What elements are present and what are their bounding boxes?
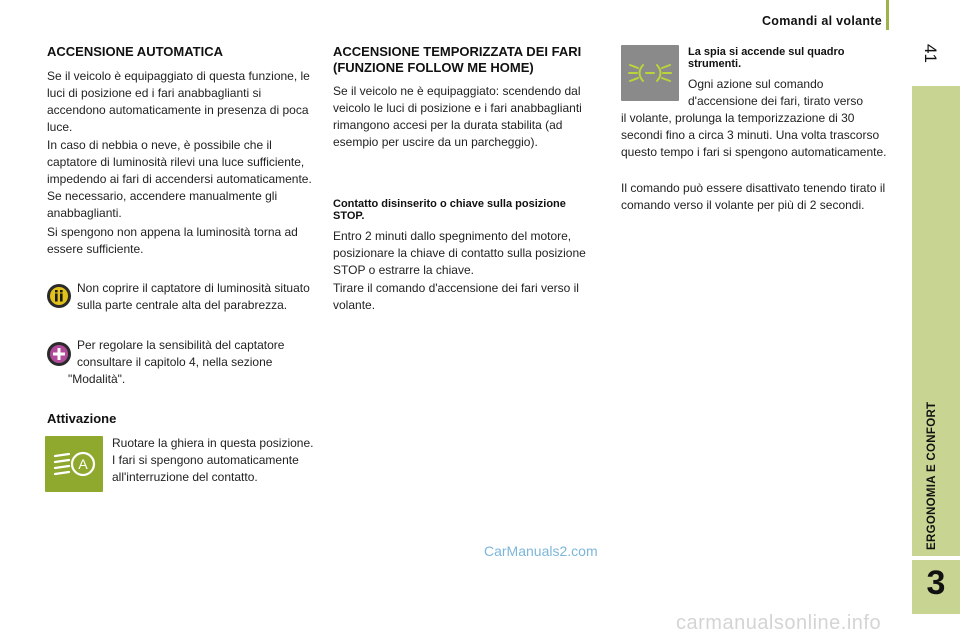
auto-para-1: Se il veicolo è equipaggiato di questa funzione, le luci di posizione ed i fari anabbaglianti si accendono automaticamente in presenza di poca luce.: [47, 69, 310, 134]
page-number: 41: [921, 44, 940, 63]
lamp-para-1-top: Ogni azione sul comando d'accensione dei fari, tirato verso: [688, 77, 864, 108]
follow-para-2: Entro 2 minuti dallo spegnimento del motore, posizionare la chiave di contatto sulla posizione STOP o estrarre la chiave.: [333, 229, 586, 277]
follow-para-3: Tirare il comando d'accensione dei fari verso il volante.: [333, 281, 579, 312]
page-number-wrap: [916, 44, 946, 72]
auto-headlight-icon: [45, 436, 103, 492]
running-header: Comandi al volante: [761, 14, 882, 28]
lamp-para-1-rest: il volante, prolunga la temporizzazione di 30 secondi fino a circa 3 minuti. Una volta trascorso questo tempo i fari si spengono automaticamente.: [621, 111, 887, 159]
chapter-tab: [912, 560, 960, 614]
plus-icon: [47, 342, 71, 366]
auto-para-2: In caso di nebbia o neve, è possibile che il captatore di luminosità rilevi una luce sufficiente, impedendo ai fari di accendersi automaticamente. Se necessario, accendere manualmente gli anabbaglianti.: [47, 138, 312, 220]
auto-para-3: Si spengono non appena la luminosità torna ad essere sufficiente.: [47, 225, 298, 256]
follow-me-home-lamp-icon: [621, 45, 679, 101]
watermark-carmanuals2[interactable]: CarManuals2.com: [484, 543, 598, 559]
chapter-sidebar: [912, 86, 960, 556]
plus-note-line1: Per regolare la sensibilità del captatore consultare il capitolo 4, nella sezione: [77, 338, 285, 369]
follow-para-1: Se il veicolo ne è equipaggiato: scendendo dal veicolo le luci di posizione e i fari anabbaglianti rimangono accesi per la durata stabilita (ad esempio per uscire da un parcheggio).: [333, 84, 582, 149]
lamp-para-2: Il comando può essere disattivato tenendo tirato il comando verso il volante per più di 2 secondi.: [621, 181, 886, 212]
info-note: Non coprire il captatore di luminosità situato sulla parte centrale alta del parabrezza.: [77, 281, 310, 312]
activation-heading: Attivazione: [47, 411, 117, 426]
plus-note-line2: "Modalità".: [68, 372, 126, 386]
svg-text:A: A: [78, 456, 88, 472]
header-divider: [886, 0, 889, 30]
section-heading-follow-me: ACCENSIONE TEMPORIZZATA DEI FARI (FUNZIONE FOLLOW ME HOME): [333, 44, 582, 75]
chapter-title: ERGONOMIA E CONFORT: [926, 401, 938, 550]
activation-text: Ruotare la ghiera in questa posizione. I fari si spengono automaticamente all'interruzione del contatto.: [112, 436, 314, 484]
info-icon: [47, 284, 71, 308]
follow-subheading: Contatto disinserito o chiave sulla posizione STOP.: [333, 198, 566, 222]
lamp-subheading: La spia si accende sul quadro strumenti.: [688, 46, 845, 70]
chapter-number: 3: [926, 564, 946, 602]
watermark-carmanualsonline[interactable]: carmanualsonline.info: [676, 612, 882, 634]
section-heading-auto: ACCENSIONE AUTOMATICA: [47, 44, 223, 59]
